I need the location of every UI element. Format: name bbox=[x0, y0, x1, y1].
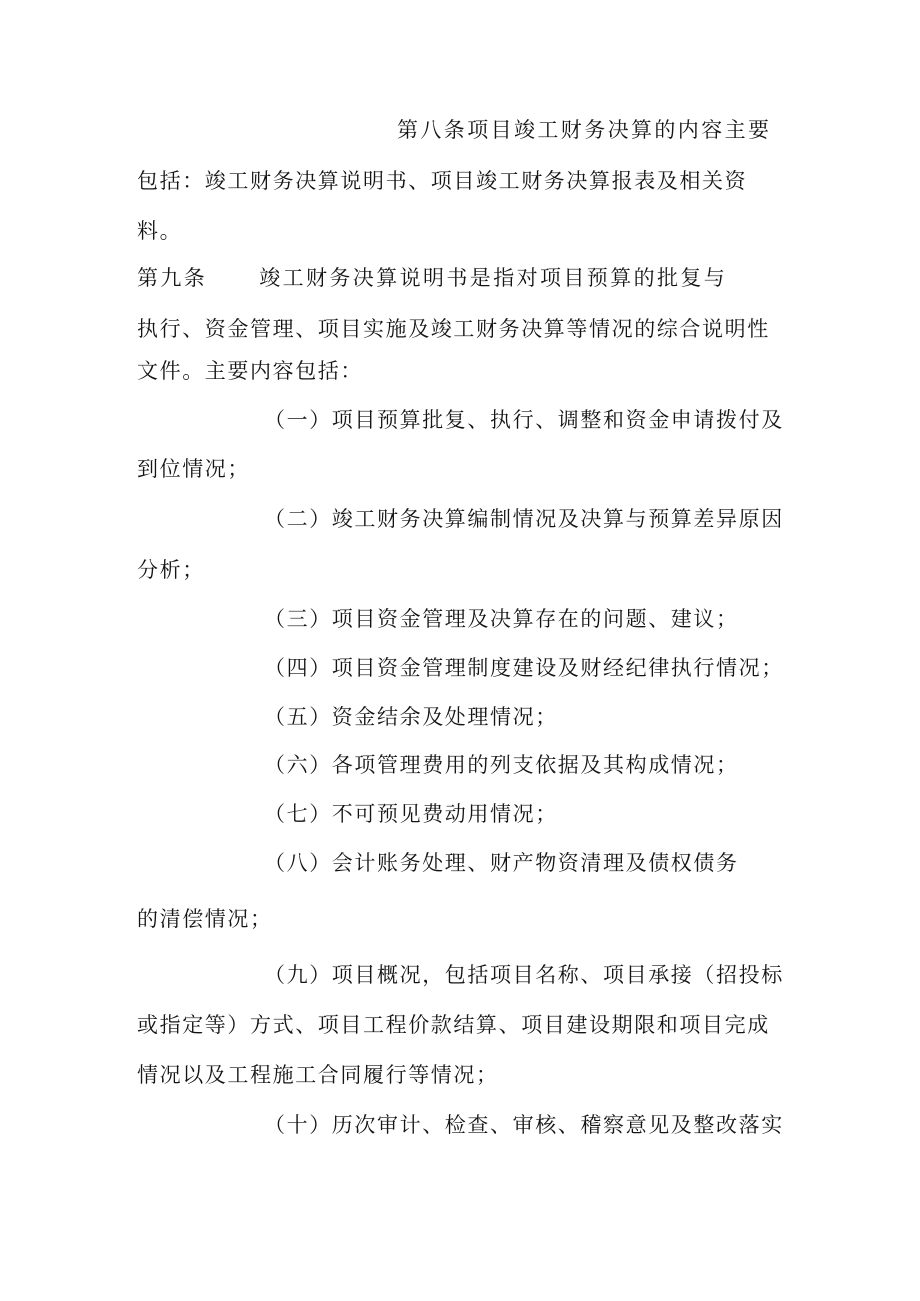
item-1-line-2: 到位情况； bbox=[137, 457, 250, 481]
item-8-line-1: （八）会计账务处理、财产物资清理及债权债务 bbox=[264, 851, 739, 875]
item-3: （三）项目资金管理及决算存在的问题、建议； bbox=[264, 607, 739, 631]
article-9-label: 第九条 bbox=[137, 266, 208, 290]
item-9-line-3: 情况以及工程施工合同履行等情况； bbox=[137, 1063, 499, 1087]
article-9-line-3: 文件。主要内容包括： bbox=[137, 359, 363, 383]
item-9-line-1: （九）项目概况，包括项目名称、项目承接（招投标 bbox=[264, 963, 784, 987]
item-6: （六）各项管理费用的列支依据及其构成情况； bbox=[264, 753, 739, 777]
item-7: （七）不可预见费动用情况； bbox=[264, 802, 558, 826]
item-8-line-2: 的清偿情况； bbox=[137, 907, 273, 931]
item-2-line-1: （二）竣工财务决算编制情况及决算与预算差异原因 bbox=[264, 507, 784, 531]
item-9-line-2: 或指定等）方式、项目工程价款结算、项目建设期限和项目完成 bbox=[137, 1013, 770, 1037]
item-2-line-2: 分析； bbox=[137, 558, 205, 582]
article-9-text: 竣工财务决算说明书是指对项目预算的批复与 bbox=[259, 266, 728, 290]
article-8-line-3: 料。 bbox=[137, 219, 183, 243]
item-10-line-1: （十）历次审计、检查、审核、稽察意见及整改落实 bbox=[264, 1113, 784, 1137]
item-5: （五）资金结余及处理情况； bbox=[264, 705, 558, 729]
item-4: （四）项目资金管理制度建设及财经纪律执行情况； bbox=[264, 656, 784, 680]
article-9-line-2: 执行、资金管理、项目实施及竣工财务决算等情况的综合说明性 bbox=[137, 317, 770, 341]
article-8-line-1: 第八条项目竣工财务决算的内容主要 bbox=[397, 118, 772, 142]
item-1-line-1: （一）项目预算批复、执行、调整和资金申请拨付及 bbox=[264, 408, 784, 432]
article-9-line-1 bbox=[137, 264, 727, 292]
article-8-line-2: 包括：竣工财务决算说明书、项目竣工财务决算报表及相关资 bbox=[137, 169, 748, 193]
